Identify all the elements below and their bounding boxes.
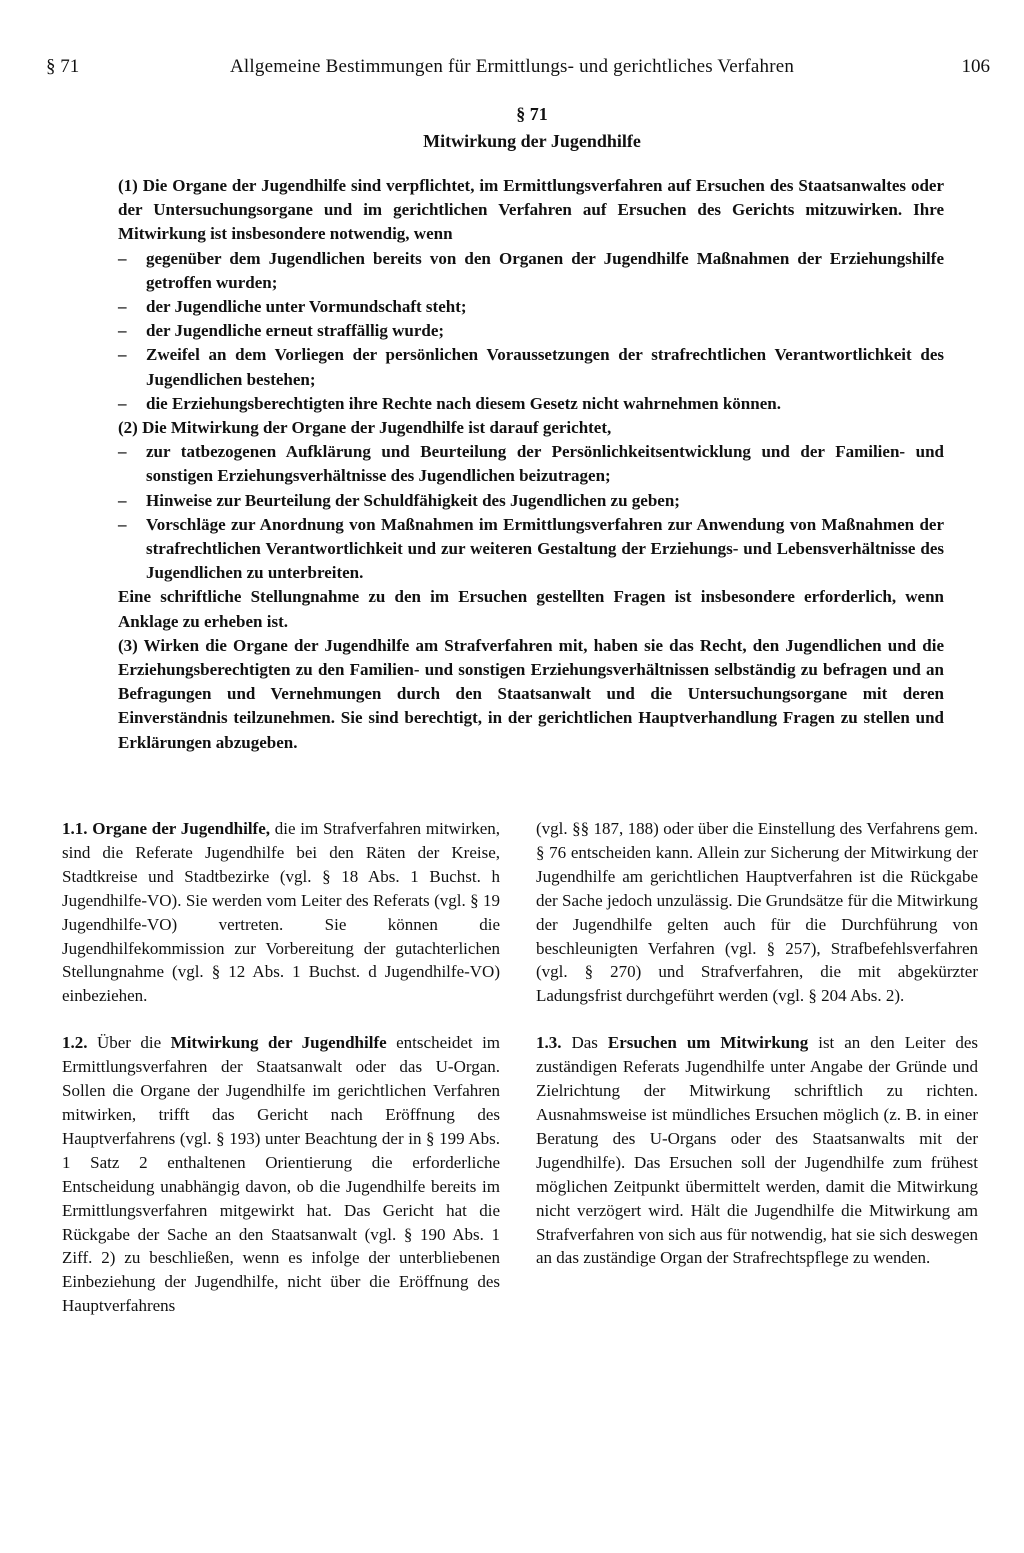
list-item: – Vorschläge zur Anordnung von Maßnahmen im Ermittlungsverfahren zur Anwendung von Maßnahmen der strafrechtlichen Verantwortlichkeit und zur weiteren Gestaltung der Erziehungs- und Lebensverhältnisse des Jugendlichen zu unterbreiten. xyxy=(118,514,944,583)
commentary-text: ist an den Leiter des zuständigen Referats Jugendhilfe unter Angabe der Gründe und Zielrichtung der Mitwirkung schriftlich zu richten. Ausnahmsweise ist mündliches Ersuchen möglich (z. B. in einer Beratung des U-Organs oder des Staatsanwalts mit der Jugendhilfe). Das Ersuchen soll der Jugendhilfe zum frühest möglichen Zeitpunkt übermittelt werden, damit die Mitwirkung nicht verzögert wird. Hält die Jugendhilfe die Mitwirkung am Strafverfahren von sich aus für notwendig, hat sie sich deswegen an das zuständige Organ der Strafrechtspflege zu wenden. xyxy=(536,1033,978,1268)
commentary-1-1 xyxy=(62,817,500,1008)
section-title: Mitwirkung der Jugendhilfe xyxy=(423,131,641,151)
law-paragraph-2-intro: (2) Die Mitwirkung der Organe der Jugendhilfe ist darauf gerichtet, xyxy=(118,418,612,438)
commentary-left-column xyxy=(62,817,500,1341)
page-number: 106 xyxy=(961,56,990,77)
list-item: – Hinweise zur Beurteilung der Schuldfähigkeit des Jugendlichen zu geben; xyxy=(118,490,680,510)
commentary-keyword: Ersuchen um Mitwirkung xyxy=(607,1033,809,1053)
commentary-1-3 xyxy=(536,1031,978,1270)
commentary-prefix: Über die xyxy=(96,1033,162,1053)
commentary-text: entscheidet im Ermittlungsverfahren der Staatsanwalt oder das U-Organ. Sollen die Organe der Jugendhilfe im gerichtlichen Verfahren mitwirken, trifft das Gericht nach Eröffnung des Hauptverfahrens (vgl. § 193) unter Beachtung der in § 199 Abs. 1 Satz 2 enthaltenen Orientierung die erforderliche Entscheidung unabhängig davon, ob die Jugendhilfe bereits im Ermittlungsverfahren mitgewirkt hat. Das Gericht hat die Rückgabe der Sache an den Staatsanwalt (vgl. § 190 Abs. 1 Ziff. 2) zu beschließen, wenn es infolge der unterbliebenen Einbeziehung der Jugendhilfe, nicht über die Eröffnung des Hauptverfahrens xyxy=(62,1033,501,1316)
list-item: – gegenüber dem Jugendlichen bereits von den Organen der Jugendhilfe Maßnahmen der Erziehungshilfe getroffen wurden; xyxy=(118,248,944,292)
list-item: – Zweifel an dem Vorliegen der persönlichen Voraussetzungen der strafrechtlichen Verantwortlichkeit des Jugendlichen bestehen; xyxy=(118,345,944,389)
list-item: – zur tatbezogenen Aufklärung und Beurteilung der Persönlichkeitsentwicklung und der Familien- und sonstigen Erziehungsverhältnisse des Jugendlichen beizutragen; xyxy=(118,442,944,486)
running-header xyxy=(46,56,990,84)
commentary-right-column xyxy=(536,817,978,1293)
commentary-number: 1.3. xyxy=(536,1033,562,1053)
list-item: – der Jugendliche unter Vormundschaft steht; xyxy=(118,297,467,317)
header-section-number: § 71 xyxy=(46,56,80,77)
commentary-text: die im Strafverfahren mitwirken, sind die Referate Jugendhilfe bei den Räten der Kreise, Stadtkreise und Stadtbezirke (vgl. § 18 Abs. 1 Buchst. h Jugendhilfe-VO). Sie werden vom Leiter des Referats (vgl. § 19 Jugendhilfe-VO) vertreten. Sie können die Jugendhilfekommission zur Vorbereitung der gutachterlichen Stellungnahme (vgl. § 12 Abs. 1 Buchst. d Jugendhilfe-VO) einbeziehen. xyxy=(62,819,501,1006)
law-paragraph-2-closing: Eine schriftliche Stellungnahme zu den im Ersuchen gestellten Fragen ist insbesondere erforderlich, wenn Anklage zu erheben ist. xyxy=(118,587,944,631)
commentary-number: 1.2. xyxy=(62,1033,88,1053)
statute-text xyxy=(118,174,944,755)
commentary-1-2-continued: (vgl. §§ 187, 188) oder über die Einstellung des Verfahrens gem. § 76 entscheiden kann. Allein zur Sicherung der Mitwirkung der Jugendhilfe am gerichtlichen Hauptverfahren ist die Rückgabe der Sache jedoch unzulässig. Die Grundsätze für die Mitwirkung der Jugendhilfe gelten auch für die Durchführung von beschleunigten Verfahren (vgl. § 257), Strafbefehlsverfahren (vgl. § 270) und Strafverfahren, die mit abgekürzter Ladungsfrist durchgeführt werden (vgl. § 204 Abs. 2). xyxy=(536,819,978,1006)
commentary-prefix: Das xyxy=(571,1033,598,1053)
list-item: – der Jugendliche erneut straffällig wurde; xyxy=(118,321,445,341)
section-heading xyxy=(0,100,1024,154)
commentary-keyword: Organe der Jugendhilfe, xyxy=(92,819,271,838)
commentary-keyword: Mitwirkung der Jugendhilfe xyxy=(170,1033,387,1053)
law-paragraph-2-list xyxy=(118,440,944,585)
header-title: Allgemeine Bestimmungen für Ermittlungs- und gerichtliches Verfahren xyxy=(230,56,795,77)
commentary-1-2 xyxy=(62,1031,500,1318)
law-paragraph-1-intro: (1) Die Organe der Jugendhilfe sind verpflichtet, im Ermittlungsverfahren auf Ersuchen des Staatsanwaltes oder der Untersuchungsorgane und im gerichtlichen Verfahren auf Ersuchen des Gerichts mitzuwirken. Ihre Mitwirkung ist insbesondere notwendig, wenn xyxy=(118,176,944,244)
commentary-number: 1.1. xyxy=(62,819,88,838)
list-item: – die Erziehungsberechtigten ihre Rechte nach diesem Gesetz nicht wahrnehmen können. xyxy=(118,393,781,413)
law-paragraph-1-list xyxy=(118,247,944,416)
section-number: § 71 xyxy=(516,104,548,124)
law-paragraph-3: (3) Wirken die Organe der Jugendhilfe am Strafverfahren mit, haben sie das Recht, den Jugendlichen und die Erziehungsberechtigten zu den Familien- und sonstigen Erziehungsverhältnissen selbständig zu befragen und an Befragungen und Vernehmungen durch den Staatsanwalt und die Untersuchungsorgane mit deren Einverständnis teilzunehmen. Sie sind berechtigt, in der gerichtlichen Hauptverhandlung Fragen zu stellen und Erklärungen abzugeben. xyxy=(118,635,944,752)
